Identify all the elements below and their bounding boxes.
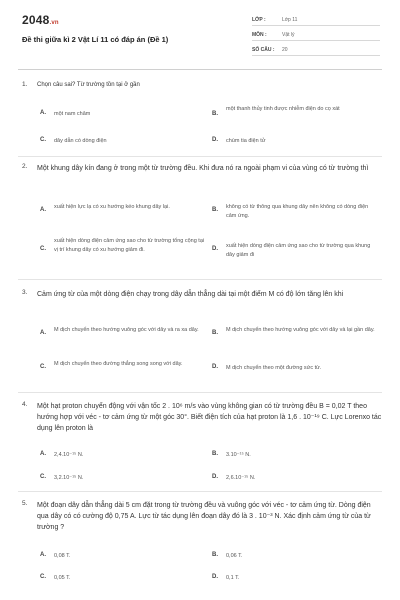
option-label: B.: [212, 111, 218, 117]
question-number: 5.: [22, 500, 28, 507]
meta-question-count: [252, 44, 380, 56]
option-label: A.: [40, 552, 46, 558]
option-label: C.: [40, 574, 46, 580]
question-number: 4.: [22, 401, 28, 408]
logo-suffix: .vn: [49, 20, 59, 26]
option-label: A.: [40, 110, 46, 116]
option-label: C.: [40, 246, 46, 252]
option-label: A.: [40, 330, 46, 336]
option-text: một thanh thủy tinh được nhiễm điện do cọ xát: [226, 106, 340, 112]
header-divider: [18, 69, 382, 70]
option-label: D.: [212, 246, 218, 252]
option-label: C.: [40, 137, 46, 143]
option-label: B.: [212, 451, 218, 457]
option-label: A.: [40, 207, 46, 213]
meta-value: 20: [282, 47, 288, 53]
option-text: chùm tia điện tử: [226, 138, 266, 144]
meta-subject: [252, 29, 380, 41]
question-number: 1.: [22, 81, 28, 88]
meta-key: MÔN :: [252, 32, 267, 38]
option-text: xuất hiện dòng điện cảm ứng sao cho từ trường tổng cộng tại vị trí khung dây có xu hướng giảm đi.: [54, 238, 205, 253]
question-text: Một khung dây kín đang ở trong một từ trường đều. Khi đưa nó ra ngoài phạm vi của vùng có từ trường thì: [37, 165, 369, 172]
meta-key: LỚP :: [252, 17, 266, 23]
meta-key: SỐ CÂU :: [252, 47, 275, 53]
question-text: Một hạt proton chuyển động với vận tốc 2 . 10⁶ m/s vào vùng không gian có từ trường đều B = 0,02 T theo hướng hợp với véc - tơ cảm ứng từ một góc 30°. Biết điện tích của hạt proton là 1,6 . 10⁻¹⁹ C. Lực Lorenxo tác dụng lên proton là: [37, 403, 382, 432]
option-text: xuất hiện lực lạ có xu hướng kéo khung dây lại.: [54, 204, 170, 210]
option-label: B.: [212, 207, 218, 213]
option-text: 0,1 T.: [226, 575, 240, 581]
option-text: 0,05 T.: [54, 575, 71, 581]
option-text: M dịch chuyển theo hướng vuông góc với dây và lại gần dây.: [226, 327, 375, 333]
site-logo[interactable]: 2048.vn: [22, 13, 59, 27]
option-text: xuất hiện dòng điện cảm ứng sao cho từ trường qua khung dây giảm đi: [226, 243, 371, 258]
question-text: Cảm ứng từ của một dòng điện chạy trong dây dẫn thẳng dài tại một điểm M có độ lớn tăng lên khi: [37, 291, 344, 298]
option-label: D.: [212, 364, 218, 370]
meta-value: Vật lý: [282, 32, 295, 38]
option-label: D.: [212, 574, 218, 580]
question-text: Chọn câu sai? Từ trường tồn tại ở gần: [37, 82, 140, 88]
question-number: 2.: [22, 163, 28, 170]
exam-title: Đề thi giữa kì 2 Vật Lí 11 có đáp án (Đề 1): [22, 35, 169, 44]
option-label: C.: [40, 474, 46, 480]
option-text: M dịch chuyển theo một đường sức từ.: [226, 365, 322, 371]
option-text: 0,08 T.: [54, 553, 71, 559]
meta-value: Lớp 11: [282, 17, 298, 23]
option-label: D.: [212, 137, 218, 143]
meta-class: [252, 14, 380, 26]
option-text: 0,06 T.: [226, 553, 243, 559]
option-text: 2,4.10⁻¹⁵ N.: [54, 452, 84, 458]
question-text: Một đoạn dây dẫn thẳng dài 5 cm đặt trong từ trường đều và vuông góc với véc - tơ cảm ứng từ. Dòng điện qua dây có có cường độ 0,75 A. Lực từ tác dụng lên đoạn dây đó là 3 . 10⁻³ N. Xác định cảm ứng từ của từ trường ?: [37, 502, 371, 531]
option-text: 3,2.10⁻¹⁵ N.: [54, 475, 84, 481]
option-text: 3.10⁻¹⁵ N.: [226, 452, 251, 458]
option-label: D.: [212, 474, 218, 480]
question-separator: [18, 279, 382, 280]
question-separator: [18, 392, 382, 393]
option-label: A.: [40, 451, 46, 457]
question-number: 3.: [22, 289, 28, 296]
question-separator: [18, 156, 382, 157]
option-text: M dịch chuyển theo hướng vuông góc với dây và ra xa dây.: [54, 327, 199, 333]
option-text: dây dẫn có dòng điện: [54, 138, 107, 144]
option-label: C.: [40, 364, 46, 370]
option-label: B.: [212, 330, 218, 336]
option-text: một nam châm: [54, 111, 91, 117]
option-text: M dịch chuyển theo đường thẳng song song với dây.: [54, 361, 183, 367]
option-text: không có từ thông qua khung dây nên không có dòng điện cảm ứng.: [226, 204, 369, 219]
option-label: B.: [212, 552, 218, 558]
option-text: 2,6.10⁻¹⁵ N.: [226, 475, 256, 481]
question-separator: [18, 491, 382, 492]
page-header: [0, 0, 400, 60]
